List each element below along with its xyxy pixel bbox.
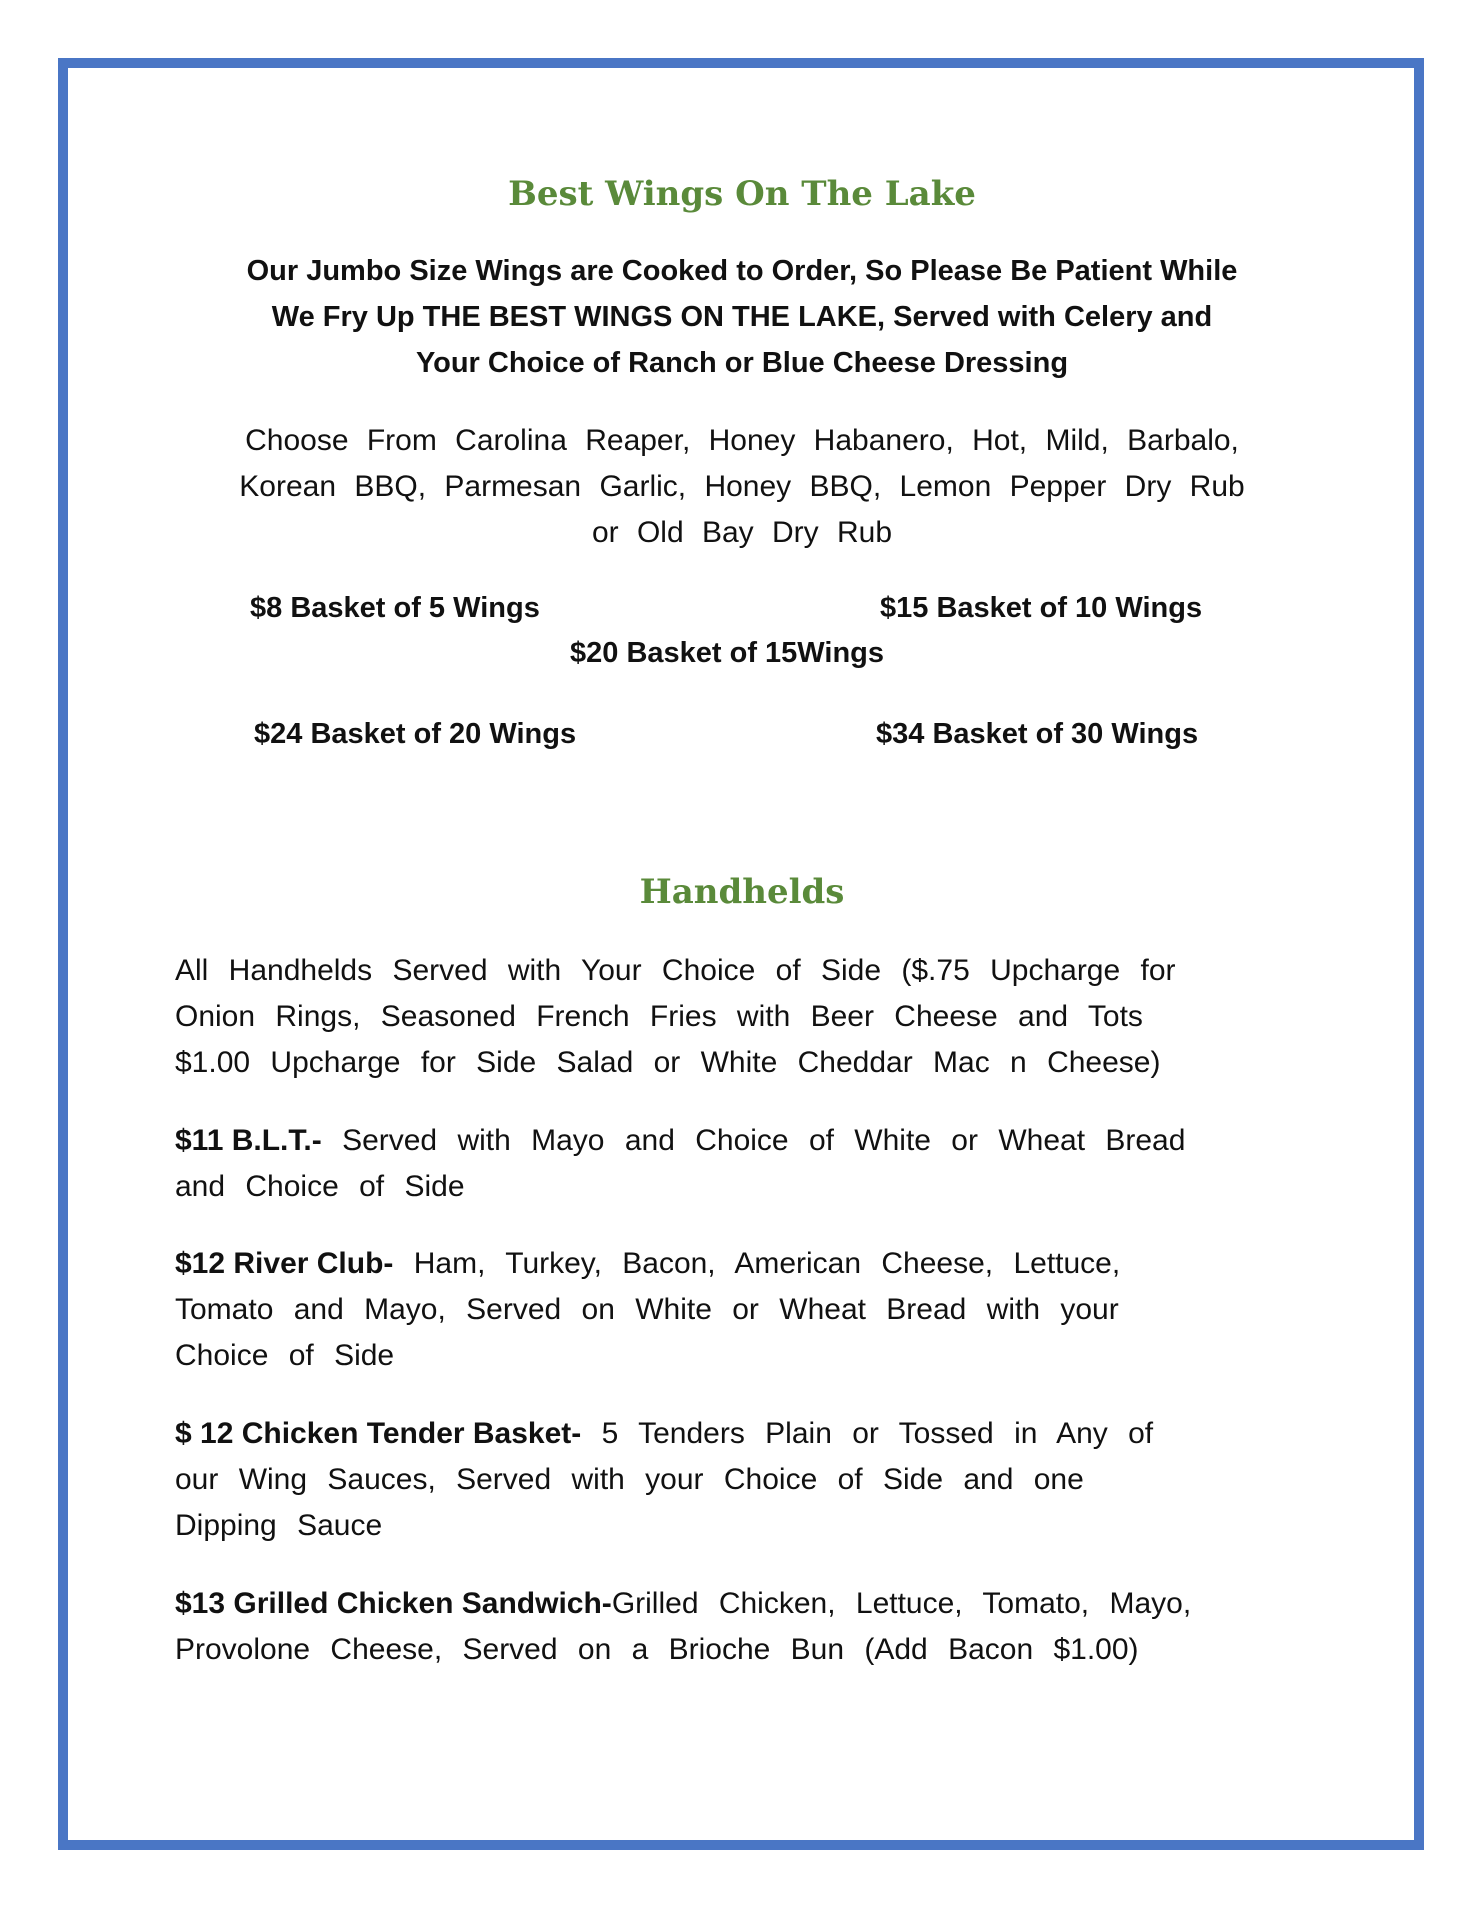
- flavors-line: Choose From Carolina Reaper, Honey Habanero, Hot, Mild, Barbalo,: [245, 424, 1239, 457]
- item-desc: Grilled Chicken, Lettuce, Tomato, Mayo,: [611, 1587, 1192, 1620]
- note-line: Onion Rings, Seasoned French Fries with Beer Cheese and Tots: [175, 1000, 1143, 1033]
- item-desc: Ham, Turkey, Bacon, American Cheese, Lettuce,: [413, 1247, 1121, 1280]
- handhelds-title: Handhelds: [639, 872, 845, 912]
- wings-intro: [160, 248, 1324, 386]
- menu-item-grilled-chicken-sandwich: [175, 1581, 1295, 1673]
- price-15-wings: $20 Basket of 15Wings: [570, 637, 885, 669]
- price-30-wings: $34 Basket of 30 Wings: [876, 718, 1199, 750]
- handhelds-note: [175, 948, 1295, 1086]
- wings-title: Best Wings On The Lake: [508, 174, 976, 214]
- item-desc: Choice of Side: [175, 1339, 395, 1372]
- item-name: $ 12 Chicken Tender Basket-: [175, 1417, 582, 1450]
- price-10-wings: $15 Basket of 10 Wings: [880, 592, 1203, 624]
- item-name: $12 River Club-: [175, 1247, 394, 1280]
- menu-item-river-club: [175, 1241, 1295, 1379]
- menu-item-blt: [175, 1118, 1295, 1210]
- item-name: $11 B.L.T.-: [175, 1124, 322, 1157]
- flavors-line: Korean BBQ, Parmesan Garlic, Honey BBQ, Lemon Pepper Dry Rub: [239, 470, 1245, 503]
- item-desc: our Wing Sauces, Served with your Choice of Side and one: [175, 1463, 1084, 1496]
- flavors-line: or Old Bay Dry Rub: [591, 516, 893, 549]
- item-desc: Served with Mayo and Choice of White or Wheat Bread: [342, 1124, 1186, 1157]
- intro-line: Our Jumbo Size Wings are Cooked to Order, So Please Be Patient While: [246, 255, 1238, 287]
- item-desc: Provolone Cheese, Served on a Brioche Bun (Add Bacon $1.00): [175, 1633, 1139, 1666]
- item-desc: 5 Tenders Plain or Tossed in Any of: [601, 1417, 1154, 1450]
- note-line: All Handhelds Served with Your Choice of Side ($.75 Upcharge for: [175, 954, 1176, 987]
- intro-line: Your Choice of Ranch or Blue Cheese Dressing: [415, 347, 1069, 379]
- price-20-wings: $24 Basket of 20 Wings: [254, 718, 577, 750]
- menu-item-chicken-tender-basket: [175, 1411, 1295, 1549]
- item-name: $13 Grilled Chicken Sandwich-: [175, 1587, 612, 1620]
- item-desc: Tomato and Mayo, Served on White or Wheat Bread with your: [175, 1293, 1119, 1326]
- price-5-wings: $8 Basket of 5 Wings: [250, 592, 540, 624]
- item-desc: and Choice of Side: [175, 1170, 465, 1203]
- wing-flavors: [170, 418, 1314, 556]
- note-line: $1.00 Upcharge for Side Salad or White Cheddar Mac n Cheese): [175, 1046, 1161, 1079]
- intro-line: We Fry Up THE BEST WINGS ON THE LAKE, Served with Celery and: [271, 301, 1213, 333]
- item-desc: Dipping Sauce: [175, 1509, 383, 1542]
